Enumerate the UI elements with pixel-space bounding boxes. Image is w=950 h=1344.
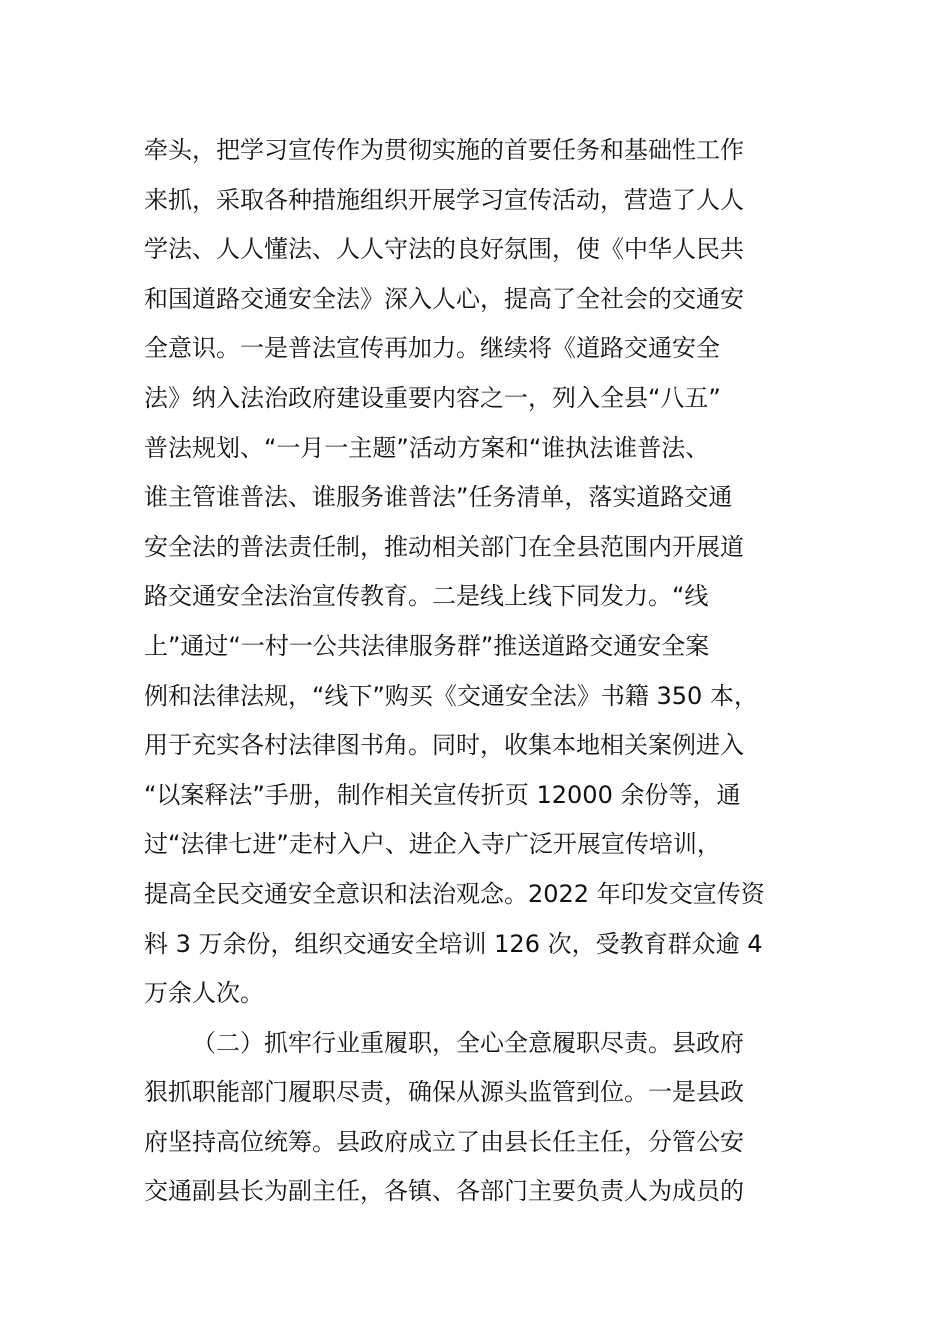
text-line-2: 来抓，采取各种措施组织开展学习宣传活动，营造了人人 (144, 185, 744, 214)
text-line-21: 府坚持高位统筹。县政府成立了由县长任主任，分管公安 (144, 1127, 744, 1156)
text-line-3: 学法、人人懂法、人人守法的良好氛围，使《中华人民共 (144, 235, 744, 264)
body-text (144, 126, 834, 1217)
text-line-16: 提高全民交通安全意识和法治观念。2022 年印发交宣传资 (144, 879, 765, 908)
text-line-22: 交通副县长为副主任，各镇、各部门主要负责人为成员的 (144, 1177, 744, 1206)
text-line-4: 和国道路交通安全法》深入人心，提高了全社会的交通安 (144, 284, 744, 313)
text-line-15: 过“法律七进”走村入户、进企入寺广泛开展宣传培训， (144, 830, 721, 859)
text-line-9: 安全法的普法责任制，推动相关部门在全县范围内开展道 (144, 532, 744, 561)
text-line-6: 法》纳入法治政府建设重要内容之一，列入全县“八五” (144, 383, 721, 412)
text-line-17: 料 3 万余份，组织交通安全培训 126 次，受教育群众逾 4 (144, 929, 763, 958)
text-line-7: 普法规划、“一月一主题”活动方案和“谁执法谁普法、 (144, 433, 710, 462)
text-line-5: 全意识。一是普法宣传再加力。继续将《道路交通安全 (144, 334, 720, 363)
section-heading-line: （二）抓牢行业重履职，全心全意履职尽责。县政府 (192, 1028, 744, 1057)
text-line-20: 狠抓职能部门履职尽责，确保从源头监管到位。一是县政 (144, 1078, 744, 1107)
text-line-8: 谁主管谁普法、谁服务谁普法”任务清单，落实道路交通 (144, 483, 733, 512)
text-line-14: “以案释法”手册，制作相关宣传折页 12000 余份等，通 (144, 780, 741, 809)
text-line-13: 用于充实各村法律图书角。同时，收集本地相关案例进入 (144, 731, 744, 760)
text-line-11: 上”通过“一村一公共法律服务群”推送道路交通安全案 (144, 631, 710, 660)
text-line-12: 例和法律法规，“线下”购买《交通安全法》书籍 350 本， (144, 681, 758, 710)
text-line-18: 万余人次。 (144, 979, 264, 1008)
text-line-1: 牵头，把学习宣传作为贯彻实施的首要任务和基础性工作 (144, 136, 744, 164)
text-line-10: 路交通安全法治宣传教育。二是线上线下同发力。“线 (144, 582, 709, 611)
